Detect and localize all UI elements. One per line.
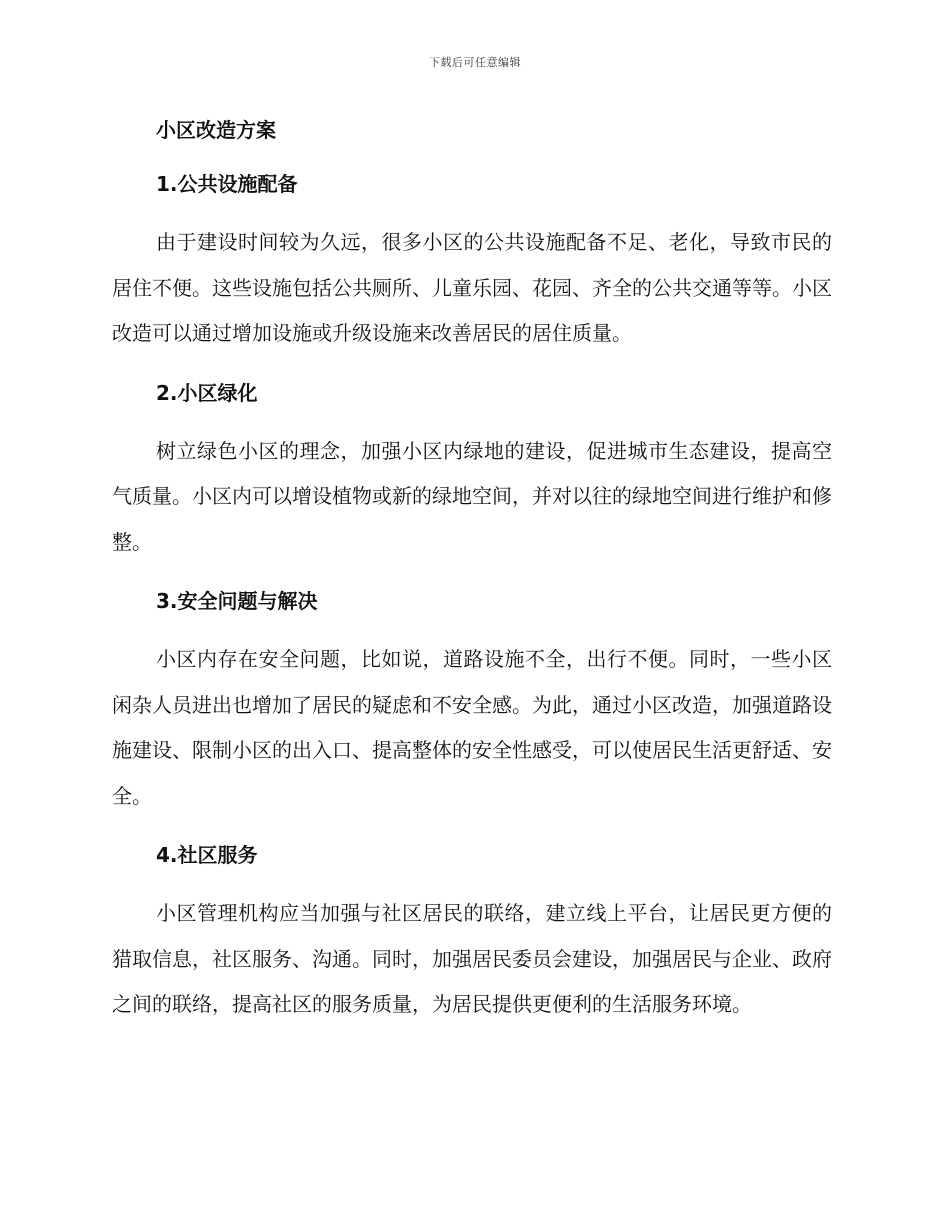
section-body-greening: 树立绿色小区的理念，加强小区内绿地的建设，促进城市生态建设，提高空气质量。小区内可以增设植物或新的绿地空间，并对以往的绿地空间进行维护和修整。	[112, 438, 832, 554]
section-body-community-service: 小区管理机构应当加强与社区居民的联络，建立线上平台，让居民更方便的猎取信息，社区服务、沟通。同时，加强居民委员会建设，加强居民与企业、政府之间的联络，提高社区的服务质量，为居民提供更便利的生活服务环境。	[112, 901, 832, 1016]
page-header-note: 下载后可任意编辑	[429, 56, 521, 69]
section-heading-community-service: 4.社区服务	[156, 843, 258, 867]
document-title: 小区改造方案	[156, 118, 276, 142]
section-heading-greening: 2.小区绿化	[156, 380, 258, 405]
section-body-facilities: 由于建设时间较为久远，很多小区的公共设施配备不足、老化，导致市民的居住不便。这些设施包括公共厕所、儿童乐园、花园、齐全的公共交通等等。小区改造可以通过增加设施或升级设施来改善居民的居住质量。	[112, 230, 832, 345]
section-heading-facilities: 1.公共设施配备	[156, 172, 298, 196]
section-heading-safety: 3.安全问题与解决	[156, 589, 318, 613]
document-body	[112, 112, 832, 1046]
section-body-safety: 小区内存在安全问题，比如说，道路设施不全，出行不便。同时，一些小区闲杂人员进出也增加了居民的疑虑和不安全感。为此，通过小区改造，加强道路设施建设、限制小区的出入口、提高整体的安全性感受，可以使居民生活更舒适、安全。	[112, 647, 832, 808]
